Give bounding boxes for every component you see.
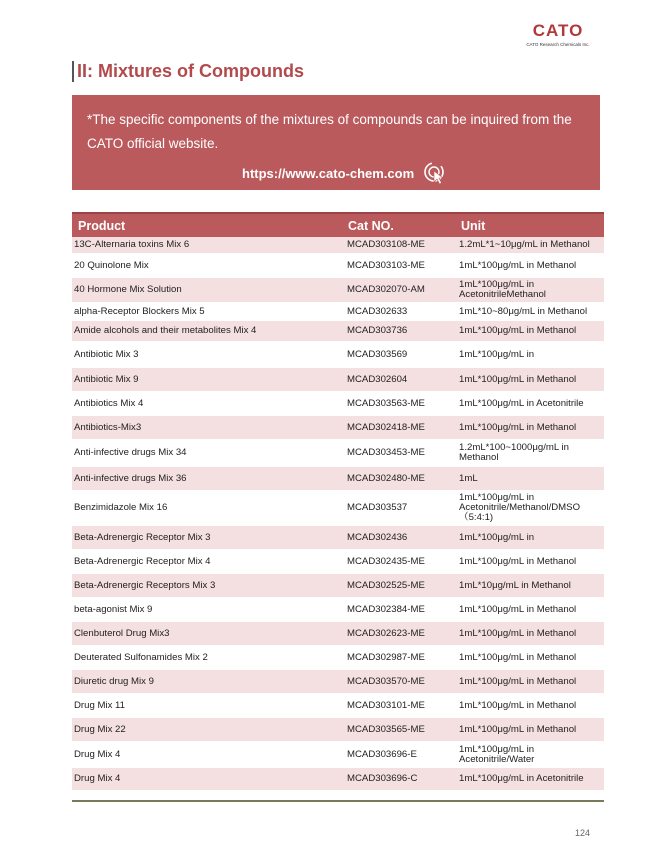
product-cell: Benzimidazole Mix 16 bbox=[74, 502, 168, 513]
product-cell: Deuterated Sulfonamides Mix 2 bbox=[74, 651, 208, 663]
table-row bbox=[72, 526, 604, 550]
unit-cell: 1mL*100μg/mL in Methanol bbox=[459, 651, 577, 663]
product-cell: Antibiotic Mix 9 bbox=[74, 373, 139, 385]
section-separator: : bbox=[87, 61, 94, 81]
cat-no-cell: MCAD302418-ME bbox=[347, 421, 425, 433]
cat-no-cell: MCAD303569 bbox=[347, 348, 408, 360]
cat-no-cell: MCAD303736 bbox=[347, 325, 408, 336]
unit-cell: 1mL*100μg/mL in bbox=[459, 348, 535, 360]
unit-cell: 1mL*100μg/mL in Methanol bbox=[459, 259, 577, 271]
cat-no-cell: MCAD303101-ME bbox=[347, 699, 425, 711]
table-header bbox=[72, 212, 604, 237]
cat-no-cell: MCAD303537 bbox=[347, 502, 408, 513]
table-body bbox=[72, 237, 604, 791]
table-row bbox=[72, 303, 604, 321]
cat-no-cell: MCAD302384-ME bbox=[347, 603, 425, 615]
table-row bbox=[72, 467, 604, 491]
table-row bbox=[72, 491, 604, 526]
product-cell: Drug Mix 22 bbox=[74, 723, 126, 735]
cat-no-cell: MCAD303565-ME bbox=[347, 723, 425, 735]
banner-note: *The specific components of the mixtures of compounds can be inquired from the CATO official website. bbox=[87, 112, 572, 151]
unit-cell: 1mL*100μg/mL in AcetonitrileMethanol bbox=[459, 279, 546, 300]
unit-cell: 1mL*100μg/mL in Acetonitrile bbox=[459, 397, 584, 409]
mixtures-table bbox=[72, 212, 604, 791]
section-title-text: Mixtures of Compounds bbox=[98, 61, 305, 81]
cat-no-cell: MCAD303696-E bbox=[347, 748, 417, 760]
website-link[interactable]: https://www.cato-chem.com bbox=[242, 165, 415, 181]
banner-url-row bbox=[242, 160, 585, 186]
cat-no-cell: MCAD302435-ME bbox=[347, 555, 425, 567]
cat-no-cell: MCAD303570-ME bbox=[347, 675, 425, 687]
header-product: Product bbox=[78, 218, 126, 233]
product-cell: Drug Mix 4 bbox=[74, 748, 121, 760]
info-banner bbox=[72, 95, 600, 190]
table-row bbox=[72, 718, 604, 742]
cat-no-cell: MCAD303103-ME bbox=[347, 259, 425, 271]
cat-no-cell: MCAD303563-ME bbox=[347, 397, 425, 409]
product-cell: Antibiotics Mix 4 bbox=[74, 397, 144, 409]
unit-cell: 1.2mL*1~10μg/mL in Methanol bbox=[459, 239, 590, 250]
table-row bbox=[72, 254, 604, 278]
cat-no-cell: MCAD302070-AM bbox=[347, 284, 425, 295]
cat-no-cell: MCAD302633 bbox=[347, 305, 408, 317]
table-row bbox=[72, 768, 604, 791]
product-cell: Amide alcohols and their metabolites Mix 4 bbox=[74, 325, 257, 336]
unit-cell: 1mL*100μg/mL in Methanol bbox=[459, 675, 577, 687]
unit-cell: 1mL*100μg/mL in Methanol bbox=[459, 373, 577, 385]
cat-no-cell: MCAD302623-ME bbox=[347, 627, 425, 639]
product-cell: Beta-Adrenergic Receptor Mix 3 bbox=[74, 531, 211, 543]
unit-cell: 1mL bbox=[459, 472, 478, 484]
unit-cell: 1mL*100μg/mL in bbox=[459, 531, 535, 543]
unit-cell: 1mL*100μg/mL in Acetonitrile/Methanol/DMSO （5:4:1) bbox=[459, 492, 581, 523]
unit-cell: 1mL*100μg/mL in Acetonitrile bbox=[459, 773, 584, 784]
product-cell: Anti-infective drugs Mix 34 bbox=[74, 447, 187, 458]
product-cell: Clenbuterol Drug Mix3 bbox=[74, 627, 170, 639]
product-cell: 20 Quinolone Mix bbox=[74, 259, 149, 271]
cat-no-cell: MCAD302604 bbox=[347, 373, 408, 385]
table-row bbox=[72, 278, 604, 303]
table-row bbox=[72, 550, 604, 574]
table-row bbox=[72, 440, 604, 467]
click-cursor-icon bbox=[422, 160, 448, 186]
product-cell: Beta-Adrenergic Receptors Mix 3 bbox=[74, 579, 216, 591]
table-row bbox=[72, 574, 604, 598]
cat-no-cell: MCAD303453-ME bbox=[347, 447, 425, 458]
unit-cell: 1mL*100μg/mL in Methanol bbox=[459, 699, 577, 711]
table-row bbox=[72, 622, 604, 646]
product-cell: Antibiotic Mix 3 bbox=[74, 348, 139, 360]
logo-brand: CATO bbox=[532, 21, 584, 40]
cat-no-cell: MCAD302480-ME bbox=[347, 472, 425, 484]
unit-cell: 1mL*100μg/mL in Methanol bbox=[459, 555, 577, 567]
table-row bbox=[72, 598, 604, 622]
unit-cell: 1mL*10μg/mL in Methanol bbox=[459, 579, 571, 591]
product-cell: Drug Mix 4 bbox=[74, 773, 121, 784]
logo-subtitle: CATO Research Chemicals Inc. bbox=[526, 42, 590, 47]
product-cell: Anti-infective drugs Mix 36 bbox=[74, 472, 187, 484]
table-row bbox=[72, 742, 604, 768]
cat-no-cell: MCAD302525-ME bbox=[347, 579, 425, 591]
product-cell: Drug Mix 11 bbox=[74, 699, 126, 711]
section-title bbox=[72, 61, 304, 82]
product-cell: Diuretic drug Mix 9 bbox=[74, 675, 154, 687]
unit-cell: 1mL*100μg/mL in Methanol bbox=[459, 325, 577, 336]
product-cell: Antibiotics-Mix3 bbox=[74, 421, 142, 433]
header-unit: Unit bbox=[461, 218, 486, 233]
table-row bbox=[72, 392, 604, 416]
product-cell: Beta-Adrenergic Receptor Mix 4 bbox=[74, 555, 211, 567]
product-cell: 13C-Alternaria toxins Mix 6 bbox=[74, 239, 190, 250]
product-cell: 40 Hormone Mix Solution bbox=[74, 284, 182, 295]
table-row bbox=[72, 342, 604, 368]
cato-logo bbox=[518, 22, 598, 47]
table-row bbox=[72, 646, 604, 670]
table-bottom-rule bbox=[72, 800, 604, 802]
unit-cell: 1mL*100μg/mL in Methanol bbox=[459, 603, 577, 615]
cat-no-cell: MCAD303108-ME bbox=[347, 239, 425, 250]
table-row bbox=[72, 694, 604, 718]
cat-no-cell: MCAD302987-ME bbox=[347, 651, 425, 663]
page-number: 124 bbox=[575, 828, 591, 838]
unit-cell: 1mL*10~80μg/mL in Methanol bbox=[459, 305, 588, 317]
header-cat-no: Cat NO. bbox=[348, 218, 394, 233]
unit-cell: 1mL*100μg/mL in Methanol bbox=[459, 627, 577, 639]
unit-cell: 1mL*100μg/mL in Acetonitrile/Water bbox=[459, 743, 535, 765]
unit-cell: 1.2mL*100~1000μg/mL in Methanol bbox=[459, 442, 569, 463]
cat-no-cell: MCAD303696-C bbox=[347, 773, 418, 784]
table-row bbox=[72, 321, 604, 342]
section-number: II bbox=[72, 61, 87, 82]
table-row bbox=[72, 237, 604, 254]
unit-cell: 1mL*100μg/mL in Methanol bbox=[459, 421, 577, 433]
product-cell: alpha-Receptor Blockers Mix 5 bbox=[74, 305, 205, 317]
table-row bbox=[72, 368, 604, 392]
product-cell: beta-agonist Mix 9 bbox=[74, 603, 153, 615]
unit-cell: 1mL*100μg/mL in Methanol bbox=[459, 723, 577, 735]
cat-no-cell: MCAD302436 bbox=[347, 531, 408, 543]
table-row bbox=[72, 670, 604, 694]
table-row bbox=[72, 416, 604, 440]
